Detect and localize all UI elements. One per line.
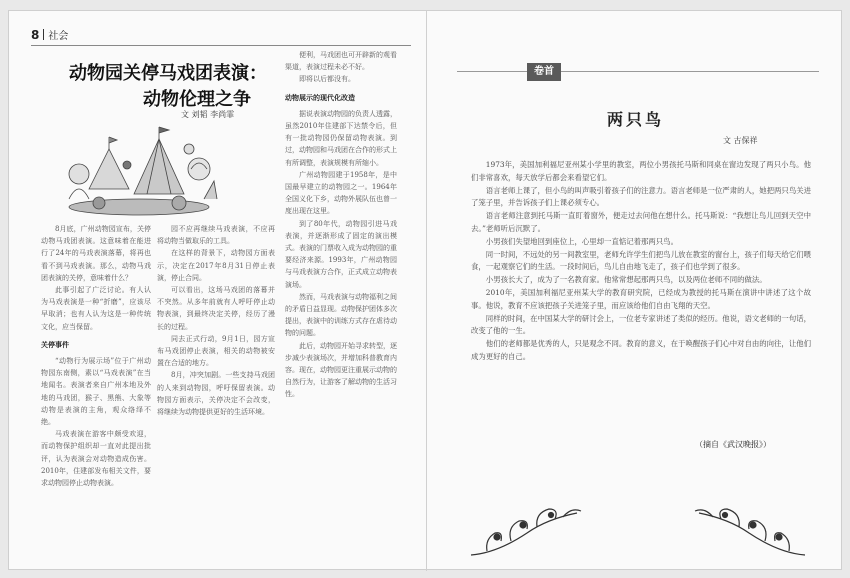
paragraph: 同一时间，不远处的另一间教室里，老师允许学生们把鸟儿放在教室的窗台上，孩子们每天给它们喂食，一起观察它们的生活。一段时间后，鸟儿自由地飞走了，孩子们也学到了很多。: [471, 249, 811, 272]
paragraph: 然而，马戏表演与动物福利之间的矛盾日益显现。动物保护团体多次提出，表演中的训练方式存在虐待动物的问题。: [285, 292, 397, 338]
paragraph: 广州动物园建于1958年，是中国最早建立的动物园之一。1964年全国义化下乡，动物外展队伍也曾一度出现在这里。: [285, 170, 397, 216]
page-header: [31, 27, 68, 42]
paragraph: 此后，动物园开始寻求转型，逐步减少表演场次，并增加科普教育内容。现在，动物园更注重展示动物的自然行为，让游客了解动物的生活习性。: [285, 341, 397, 399]
paragraph: 8月底，广州动物园宣布，关停动物马戏团表演。这意味着在能进行了24年的马戏表演落幕，将再也看不到马戏表演。那么，动物马戏团表演的关停，意味着什么？: [41, 225, 151, 282]
paragraph: 小男孩长大了，成为了一名教育家。他常常想起那两只鸟，以及两位老师不同的做法。: [485, 275, 767, 285]
paragraph: 同去正式行动，9月1日，园方宣布马戏团停止表演，相关的动物被安置在合适的地方。: [157, 334, 275, 368]
paragraph: 在这样的背景下，动物园方面表示，决定在2017年8月31日停止表演，停止合同。: [157, 249, 275, 282]
article-column-2: [157, 223, 275, 563]
paragraph: 园不应再继续马戏表演，不应再将动物当做取乐的工具。: [157, 225, 275, 246]
paragraph: 同样的时间，在中国某大学的研讨会上，一位老专家讲述了类似的经历。他说，语文老师的一句话，改变了他的一生。: [471, 313, 811, 336]
floral-ornament-icon: [689, 503, 809, 559]
story-title: 两只鸟: [607, 110, 665, 129]
paragraph: 即将以后都没有。: [299, 75, 355, 84]
paragraph: “动物行为展示场”位于广州动物园东南侧，素以“马戏表演”在当地闻名。表演者来自广州本地及外地的马戏团，猴子、黑熊、大象等动物是表演的主角，观众络绎不绝。: [41, 357, 151, 427]
paragraph: 语言老师上课了，但小鸟的叫声吸引着孩子们的注意力。语言老师是一位严肃的人，她把两只鸟关进了笼子里，并告诉孩子们上课必须专心。: [471, 185, 811, 208]
paragraph: 2010年，美国加利福尼亚州某大学的教育研究院，已经成为教授的托马斯在演讲中讲述了这个故事。他说，教育不应该把孩子关进笼子里，而应该给他们自由飞翔的天空。: [471, 287, 811, 310]
story-byline: 文 古保祥: [723, 136, 758, 145]
header-rule: [31, 45, 411, 46]
paragraph: 马戏表演在游客中颇受欢迎，而动物保护组织却一直对此提出批评，认为表演会对动物造成伤害。2010年，住建部发布相关文件，要求动物园停止动物表演。: [41, 430, 151, 488]
paragraph: 1973年，美国加利福尼亚州某小学里的教室，两位小男孩托马斯和同桌在窗边发现了两只小鸟。他们非常喜欢，每天放学后都会来看望它们。: [471, 160, 811, 182]
story-body: [471, 159, 811, 447]
subheading: 动物展示的现代化改造: [285, 92, 355, 102]
paragraph: 小男孩们失望地回到座位上，心里却一直惦记着那两只鸟。: [485, 236, 678, 246]
paragraph: 据说表演动物园的负责人透露，虽然2010年住建部下达禁令后，但有一批动物园仍保留动物表演。到过，动物园和马戏团在合作的形式上有所调整，表演规模有所缩小。: [285, 109, 397, 167]
paragraph: 此事引起了广泛讨论。有人认为马戏表演是一种“折磨”，应该尽早取消；也有人认为这是一种传统文化，应当保留。: [41, 286, 151, 331]
article-title-line1: 动物园关停马戏团表演：: [69, 63, 267, 84]
badge-rule-left: [457, 71, 527, 72]
section-name: 社会: [48, 31, 69, 42]
right-page: [427, 11, 843, 571]
magazine-spread: [8, 10, 842, 570]
article-column-3: [285, 49, 397, 563]
header-divider: [43, 29, 44, 40]
article-byline: 文 刘韬 李尚霏: [181, 110, 235, 119]
page-number: 8: [31, 28, 40, 42]
article-title-line2: 动物伦理之争: [143, 89, 251, 110]
left-page: [9, 11, 427, 571]
paragraph: 便利，马戏团也可开辟新的观看渠道，表演过程未必不好。: [285, 51, 397, 72]
paragraph: 到了80年代，动物园引进马戏表演，并逐渐形成了固定的演出模式。表演的门票收入成为动物园的重要经济来源。1993年，广州动物园与马戏表演方合作，正式成立动物表演场。: [285, 219, 397, 289]
column-badge: 卷首: [527, 63, 561, 81]
circus-tent-illustration: [59, 119, 219, 219]
paragraph: 可以看出，这场马戏团的落幕并不突然。从多年前就有人呼吁停止动物表演，到最终决定关停，经历了漫长的过程。: [157, 286, 275, 331]
paragraph: 8月，冲突加剧。一些支持马戏团的人来到动物园，呼吁保留表演。动物园方面表示，关停决定不会改变，将继续为动物提供更好的生活环境。: [157, 371, 275, 417]
subheading: 关停事件: [41, 339, 69, 349]
paragraph: 他们的老师都是优秀的人，只是观念不同。教育的意义，在于唤醒孩子们心中对自由的向往，让他们成为更好的自己。: [471, 339, 811, 361]
article-column-1: [41, 223, 151, 563]
floral-ornament-icon: [467, 503, 587, 559]
badge-rule-right: [561, 71, 819, 72]
paragraph: 语言老师注意到托马斯一直盯着窗外，便走过去问他在想什么。托马斯说：“我想让鸟儿回到天空中去。”老师听后沉默了。: [471, 211, 811, 233]
story-source: （摘自《武汉晚报》）: [695, 440, 771, 449]
